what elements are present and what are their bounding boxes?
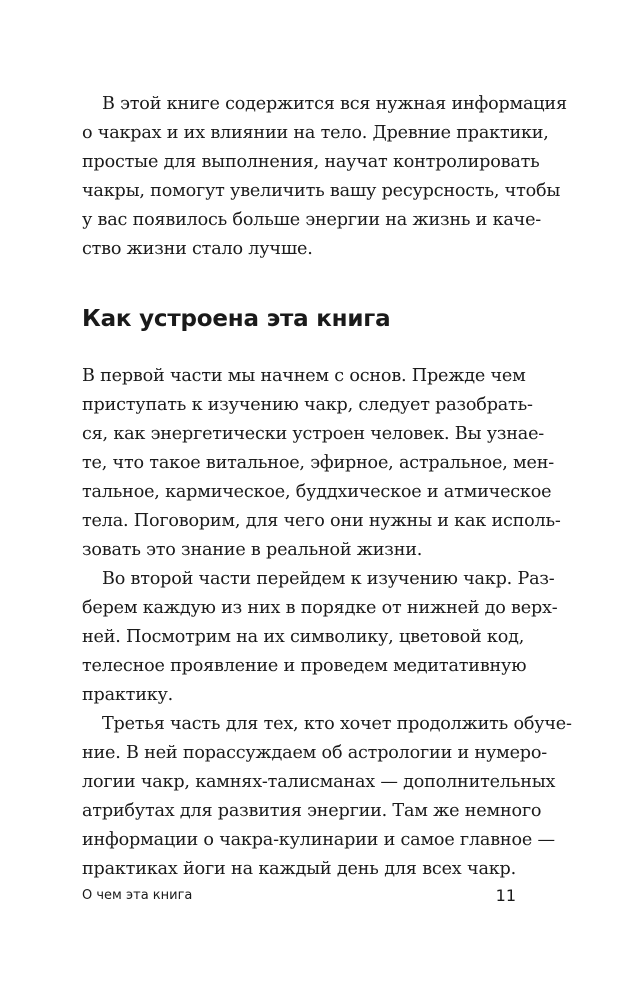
body-line: берем каждую из них в порядке от нижней до верх- bbox=[82, 598, 558, 618]
body-line: зовать это знание в реальной жизни. bbox=[82, 540, 423, 560]
intro-paragraph bbox=[82, 90, 567, 264]
body-line: информации о чакра-кулинарии и самое главное — bbox=[82, 830, 555, 850]
body-line: тальное, кармическое, буддхическое и атмическое bbox=[82, 482, 552, 502]
body-line: ней. Посмотрим на их символику, цветовой код, bbox=[82, 627, 525, 647]
body-line: Во второй части перейдем к изучению чакр. Раз- bbox=[102, 569, 555, 589]
body-line: атрибутах для развития энергии. Там же немного bbox=[82, 801, 542, 821]
body-line: телесное проявление и проведем медитативную bbox=[82, 656, 527, 676]
body-line: ся, как энергетически устроен человек. Вы узнае- bbox=[82, 424, 545, 444]
intro-line: В этой книге содержится вся нужная информация bbox=[102, 94, 567, 114]
body-line: ние. В ней порассуждаем об астрологии и нумеро- bbox=[82, 743, 547, 763]
body-line: Третья часть для тех, кто хочет продолжить обуче- bbox=[102, 714, 572, 734]
section-body bbox=[82, 362, 572, 884]
intro-line: о чакрах и их влиянии на тело. Древние практики, bbox=[82, 123, 549, 143]
body-line: В первой части мы начнем с основ. Прежде чем bbox=[82, 366, 526, 386]
section-heading: Как устроена эта книга bbox=[82, 306, 391, 332]
body-line: практику. bbox=[82, 685, 174, 705]
paragraph-part-three bbox=[82, 710, 572, 884]
intro-line: у вас появилось больше энергии на жизнь и каче- bbox=[82, 210, 542, 230]
body-line: логии чакр, камнях-талисманах — дополнительных bbox=[82, 772, 556, 792]
body-line: приступать к изучению чакр, следует разобрать- bbox=[82, 395, 533, 415]
page-number: 11 bbox=[495, 886, 516, 905]
intro-line: ство жизни стало лучше. bbox=[82, 239, 313, 259]
running-title: О чем эта книга bbox=[82, 888, 193, 903]
body-line: те, что такое витальное, эфирное, астральное, мен- bbox=[82, 453, 555, 473]
paragraph-part-two bbox=[82, 565, 558, 710]
body-line: тела. Поговорим, для чего они нужны и как исполь- bbox=[82, 511, 561, 531]
intro-line: чакры, помогут увеличить вашу ресурсность, чтобы bbox=[82, 181, 561, 201]
body-line: практиках йоги на каждый день для всех чакр. bbox=[82, 859, 516, 879]
paragraph-part-one bbox=[82, 362, 561, 565]
intro-line: простые для выполнения, научат контролировать bbox=[82, 152, 540, 172]
